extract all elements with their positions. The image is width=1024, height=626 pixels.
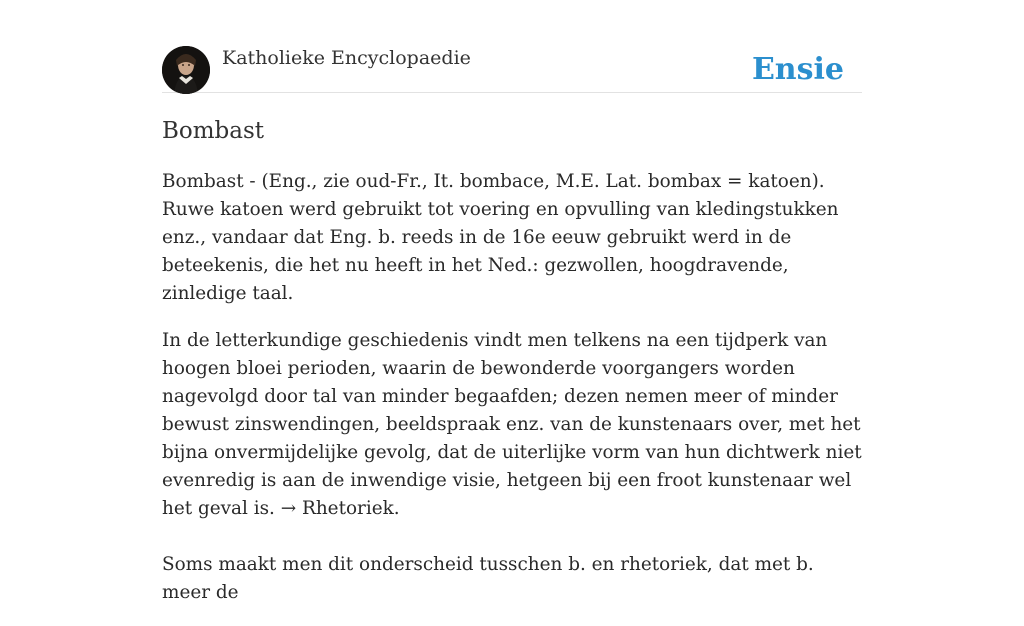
article-body [162,168,862,626]
brand-logo[interactable]: Ensie [751,52,844,87]
article-paragraph: Bombast - (Eng., zie oud-Fr., It. bombace, M.E. Lat. bombax = katoen). Ruwe katoen werd gebruikt tot voering en opvulling van kledingstukken enz., vandaar dat Eng. b. reeds in de 16e eeuw gebruikt werd in de beteekenis, die het nu heeft in het Ned.: gezwollen, hoogdravende, zinledige taal. [162,171,839,304]
paragraph-text: In de letterkundige geschiedenis vindt men telkens na een tijdperk van hoogen bloei perioden, waarin de bewonderde voorgangers worden nagevolgd door tal van minder begaafden; dezen nemen meer of minder bewust zinswendingen, beeldspraak enz. van de kunstenaars over, met het bijna onvermijdelijke gevolg, dat de uiterlijke vorm van hun dichtwerk niet evenredig is aan de inwendige visie, hetgeen bij een froot kunstenaar wel het geval is. [162,330,862,519]
site-avatar[interactable] [162,46,210,94]
site-header [162,46,862,93]
rhetoriek-link[interactable]: → Rhetoriek. [280,498,400,519]
article-paragraph [162,327,862,523]
article-paragraph: Soms maakt men dit onderscheid tusschen b. en rhetoriek, dat met b. meer de [162,554,814,603]
site-name[interactable]: Katholieke Encyclopaedie [222,47,471,69]
article-title: Bombast [162,118,265,144]
portrait-icon [162,46,210,94]
